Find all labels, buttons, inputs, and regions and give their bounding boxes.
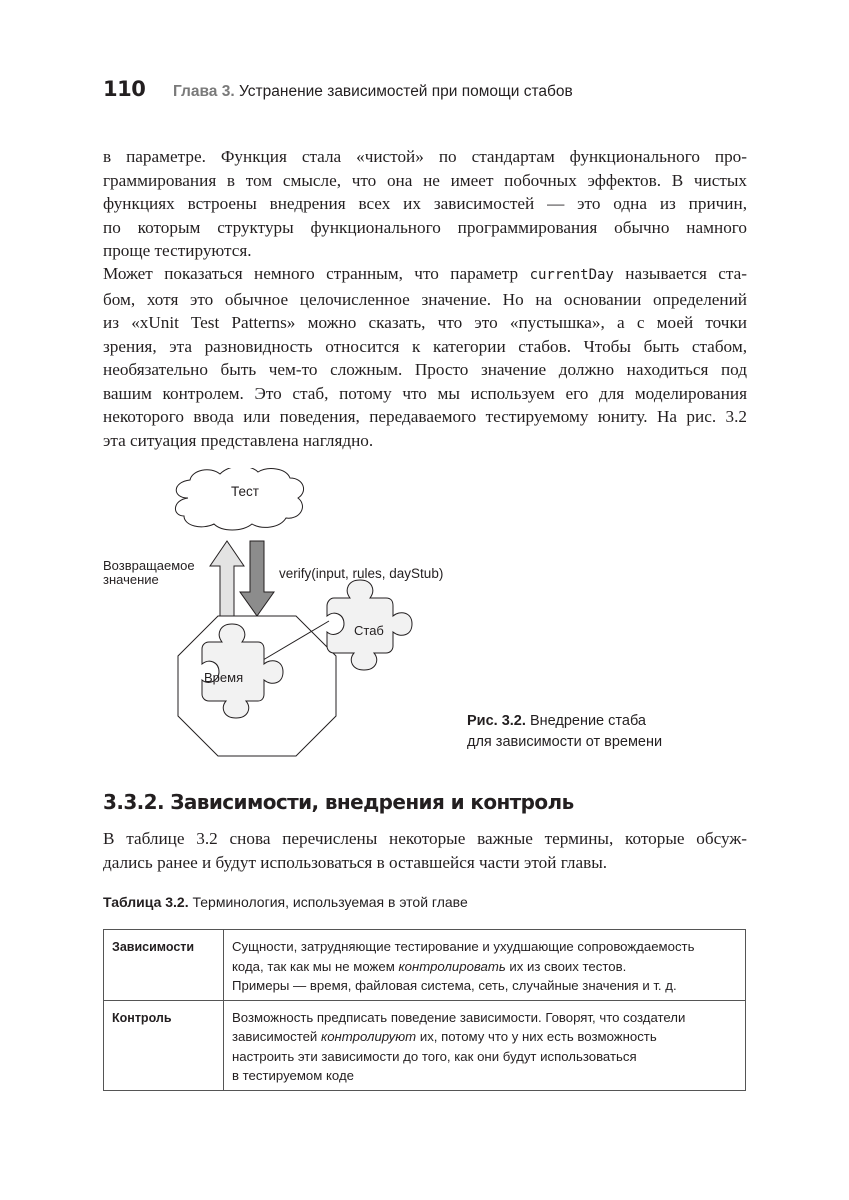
emphasis: контролировать [398, 958, 506, 974]
text-line: граммирования в том смысле, что она не имеет побочных эффектов. В чистых [103, 170, 747, 190]
text-line: дались ранее и будут использоваться в оставшейся части этой главы. [103, 852, 608, 872]
stub-label: Стаб [354, 623, 384, 638]
verify-call-label: verify(input, rules, dayStub) [279, 566, 444, 581]
text-line: необязательно быть чем-то сложным. Просто значение должно находиться под [103, 360, 747, 379]
chapter-label: Глава 3. [173, 83, 235, 100]
table-caption-label: Таблица 3.2. [103, 894, 189, 910]
text-fragment: Может показаться немного странным, что параметр [103, 264, 530, 283]
running-header [103, 77, 573, 105]
running-head-title [173, 83, 573, 101]
caption-label: Рис. 3.2. [467, 713, 526, 729]
term-cell: Зависимости [104, 930, 224, 1001]
inline-code: currentDay [529, 267, 614, 283]
definition-line: настроить эти зависимости до того, как они будут использоваться [232, 1048, 637, 1064]
text-line: функциях встроены внедрения всех их зависимостей — это одна из причин, [103, 194, 747, 213]
caption-text: Внедрение стаба [529, 713, 646, 729]
definition-cell [224, 1000, 746, 1090]
text-line: эта ситуация представлена наглядно. [103, 430, 374, 450]
terminology-table [103, 929, 746, 1091]
text-fragment: называется ста- [613, 264, 747, 283]
text-fragment: зависимостей [232, 1029, 321, 1044]
chapter-title: Устранение зависимостей при помощи стабов [238, 83, 573, 100]
definition-line: Примеры — время, файловая система, сеть, случайные значения и т. д. [232, 978, 677, 993]
return-arrow-up [210, 541, 244, 616]
definition-line [232, 1027, 737, 1047]
definition-cell [224, 930, 746, 1001]
text-line: зрения, эта разновидность относится к категории стабов. Чтобы быть стабом, [103, 336, 747, 356]
page-number: 110 [103, 77, 146, 101]
table-caption [103, 894, 468, 910]
text-line: некоторого ввода или поведения, передаваемого тестируемому юниту. На рис. 3.2 [103, 407, 747, 426]
paragraph-1 [103, 145, 747, 263]
return-value-label-line: Возвращаемое [103, 558, 195, 573]
text-line [103, 262, 747, 288]
text-fragment: их из своих тестов. [505, 958, 627, 974]
definition-line: Сущности, затрудняющие тестирование и ухудшающие сопровождаемость [232, 939, 695, 954]
text-line: по которым структуры функционального программирования обычно намного [103, 217, 747, 237]
return-value-label-line: значение [103, 572, 159, 587]
caption-line [467, 711, 662, 732]
text-line: бом, хотя это обычное целочисленное значение. Но на основании определений [103, 289, 747, 309]
text-line: в параметре. Функция стала «чистой» по стандартам функционального про- [103, 147, 747, 166]
test-cloud-shape [175, 468, 303, 530]
caption-line: для зависимости от времени [467, 734, 663, 750]
time-label: Время [204, 670, 244, 685]
text-line: В таблице 3.2 снова перечислены некоторые важные термины, которые обсуж- [103, 829, 747, 848]
section-heading: 3.3.2. Зависимости, внедрения и контроль [103, 790, 574, 814]
section-paragraph [103, 827, 747, 874]
emphasis: контролируют [320, 1029, 417, 1044]
return-value-label [103, 559, 195, 587]
table-caption-text: Терминология, используемая в этой главе [192, 894, 468, 910]
table-row [104, 1000, 746, 1090]
text-line: проще тестируются. [103, 241, 252, 260]
call-arrow-down [240, 541, 274, 616]
test-cloud-label: Тест [231, 484, 259, 499]
definition-line: Возможность предписать поведение зависимости. Говорят, что создатели [232, 1009, 686, 1025]
text-line: из «xUnit Test Patterns» можно сказать, что это «пустышка», а с моей точки [103, 313, 747, 332]
term-cell: Контроль [104, 1000, 224, 1090]
definition-line: в тестируемом коде [232, 1068, 354, 1083]
definition-line [232, 957, 737, 977]
figure-caption [467, 711, 662, 753]
table-row [104, 930, 746, 1001]
paragraph-2 [103, 262, 747, 452]
text-fragment: кода, так как мы не можем [232, 958, 399, 974]
text-fragment: их, потому что у них есть возможность [416, 1029, 657, 1044]
text-line: вашим контролем. Это стаб, потому что мы используем его для моделирования [103, 383, 747, 403]
